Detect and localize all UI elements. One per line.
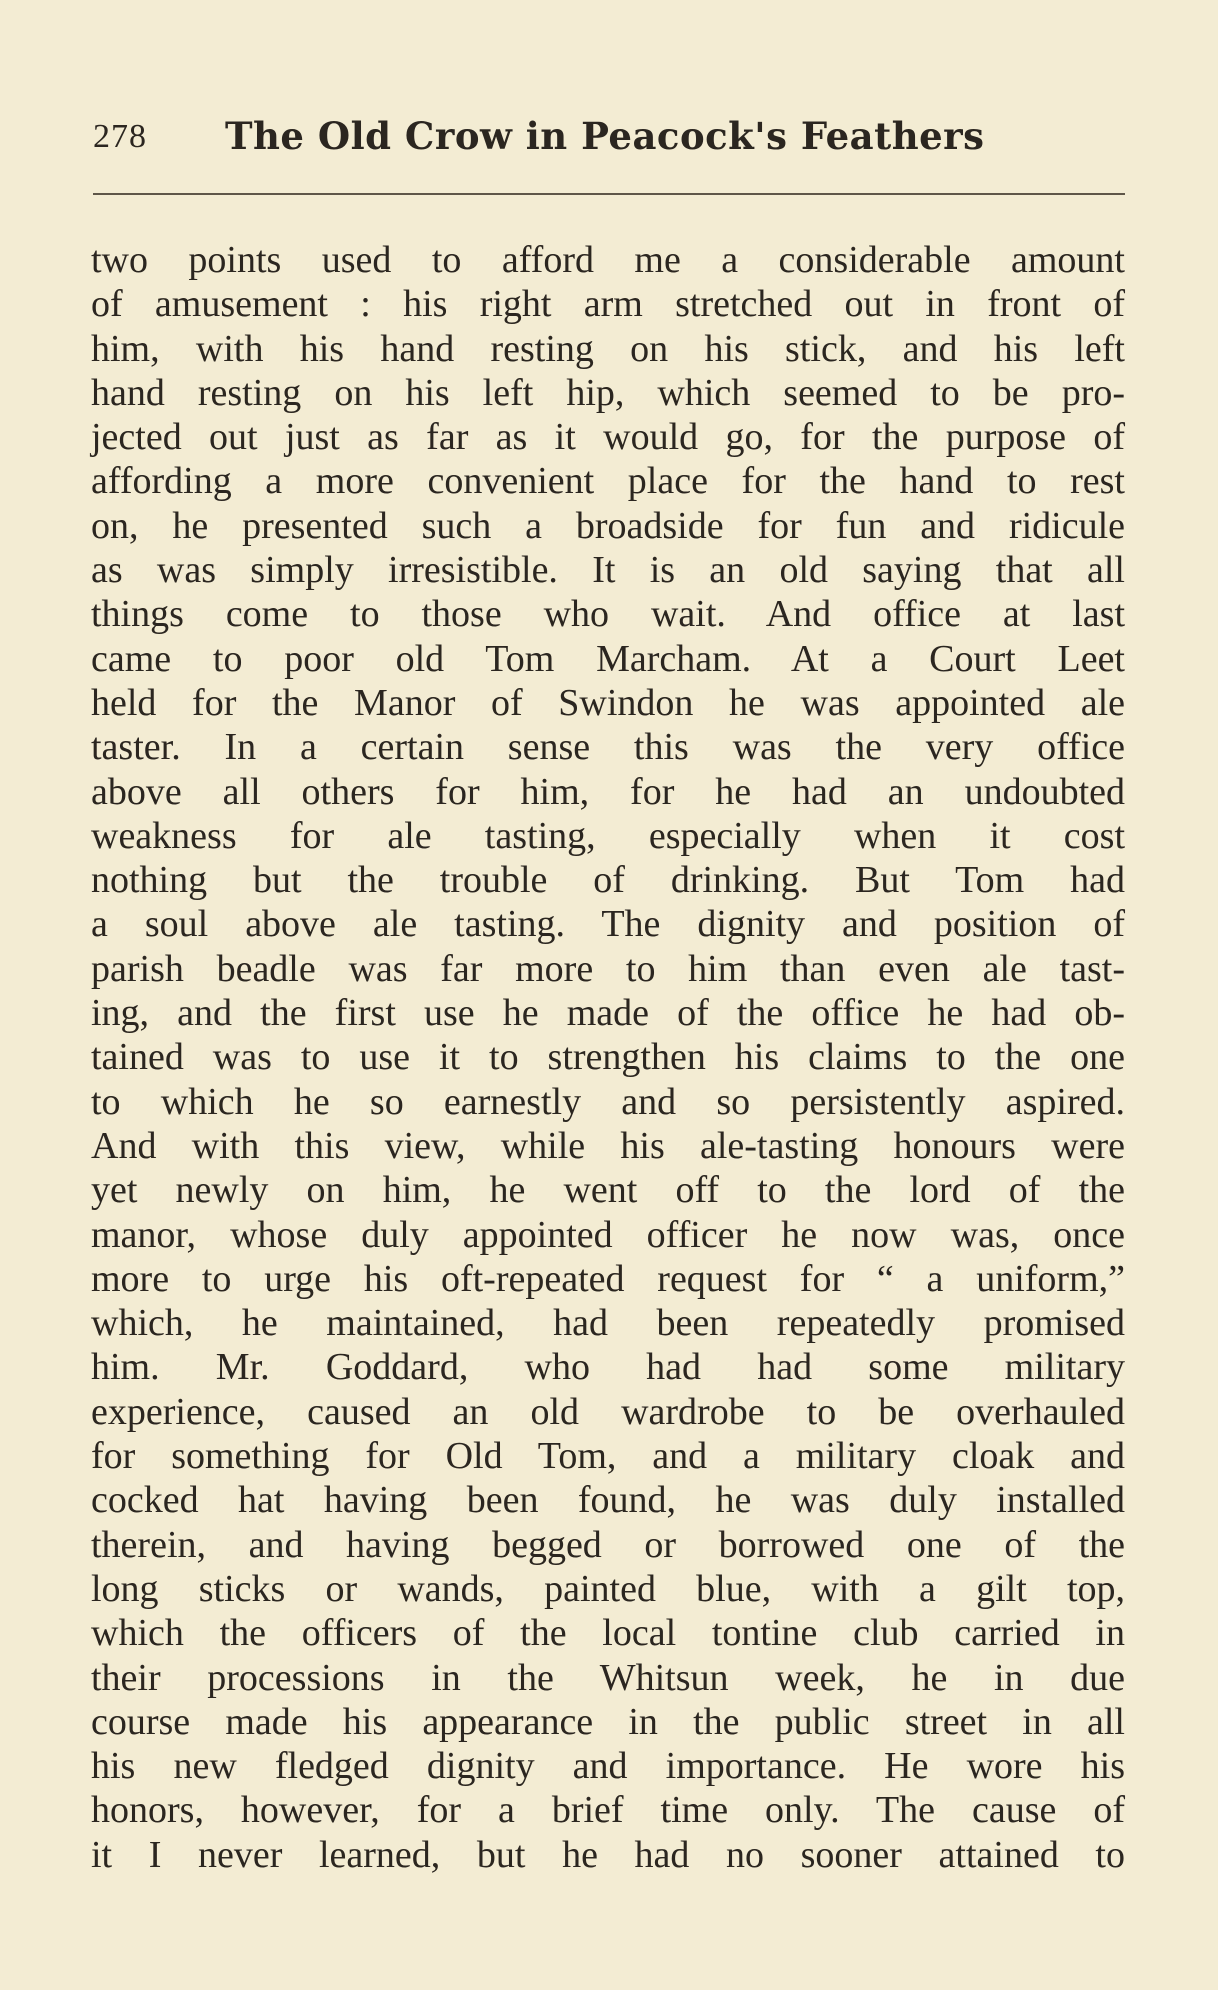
text-line: above all others for him, for he had an undoubted [91, 770, 1125, 813]
text-line: a soul above ale tasting. The dignity and position of [91, 903, 1125, 946]
text-line: as was simply irresistible. It is an old saying that all [91, 549, 1125, 592]
page-number: 278 [93, 118, 147, 155]
text-line: weakness for ale tasting, especially when it cost [91, 814, 1125, 857]
text-line: ing, and the first use he made of the office he had ob- [91, 992, 1125, 1035]
text-line: manor, whose duly appointed officer he now was, once [91, 1213, 1125, 1256]
text-line: hand resting on his left hip, which seemed to be pro- [91, 371, 1125, 414]
text-line: him, with his hand resting on his stick, and his left [91, 327, 1125, 370]
text-line: their processions in the Whitsun week, he in due [91, 1656, 1125, 1699]
text-line: jected out just as far as it would go, for the purpose of [91, 416, 1125, 459]
text-line: two points used to afford me a considerable amount [91, 239, 1125, 281]
text-line: And with this view, while his ale-tasting honours were [91, 1124, 1125, 1167]
text-line: for something for Old Tom, and a military cloak and [91, 1435, 1125, 1478]
text-line: course made his appearance in the public street in all [91, 1700, 1125, 1743]
text-line: of amusement : his right arm stretched out in front of [91, 283, 1125, 326]
text-line: therein, and having begged or borrowed one of the [91, 1523, 1125, 1566]
running-title: The Old Crow in Peacock's Feathers [225, 114, 985, 158]
text-line: nothing but the trouble of drinking. But Tom had [91, 859, 1125, 902]
text-line: things come to those who wait. And office at last [91, 593, 1125, 636]
text-line: parish beadle was far more to him than even ale tast- [91, 947, 1125, 990]
text-line: yet newly on him, he went off to the lord of the [91, 1169, 1125, 1212]
text-line: came to poor old Tom Marcham. At a Court Leet [91, 637, 1125, 680]
text-line: him. Mr. Goddard, who had had some military [91, 1346, 1125, 1389]
body-text [91, 238, 1125, 1877]
text-line: his new fledged dignity and importance. He wore his [91, 1745, 1125, 1788]
text-line: to which he so earnestly and so persistently aspired. [91, 1080, 1125, 1123]
text-line: more to urge his oft-repeated request for “ a uniform,” [91, 1257, 1125, 1300]
text-line: cocked hat having been found, he was duly installed [91, 1479, 1125, 1522]
text-line: which the officers of the local tontine club carried in [91, 1612, 1125, 1655]
text-line: affording a more convenient place for the hand to rest [91, 460, 1125, 503]
text-line: tained was to use it to strengthen his claims to the one [91, 1036, 1125, 1079]
text-line: it I never learned, but he had no sooner attained to [91, 1833, 1125, 1876]
text-line: held for the Manor of Swindon he was appointed ale [91, 681, 1125, 724]
text-line: which, he maintained, had been repeatedly promised [91, 1302, 1125, 1345]
text-line: taster. In a certain sense this was the very office [91, 726, 1125, 769]
header-rule [93, 193, 1125, 195]
text-line: honors, however, for a brief time only. The cause of [91, 1789, 1125, 1832]
running-head [93, 114, 1125, 168]
text-line: long sticks or wands, painted blue, with a gilt top, [91, 1567, 1125, 1610]
text-line: experience, caused an old wardrobe to be overhauled [91, 1390, 1125, 1433]
text-line: on, he presented such a broadside for fun and ridicule [91, 504, 1125, 547]
